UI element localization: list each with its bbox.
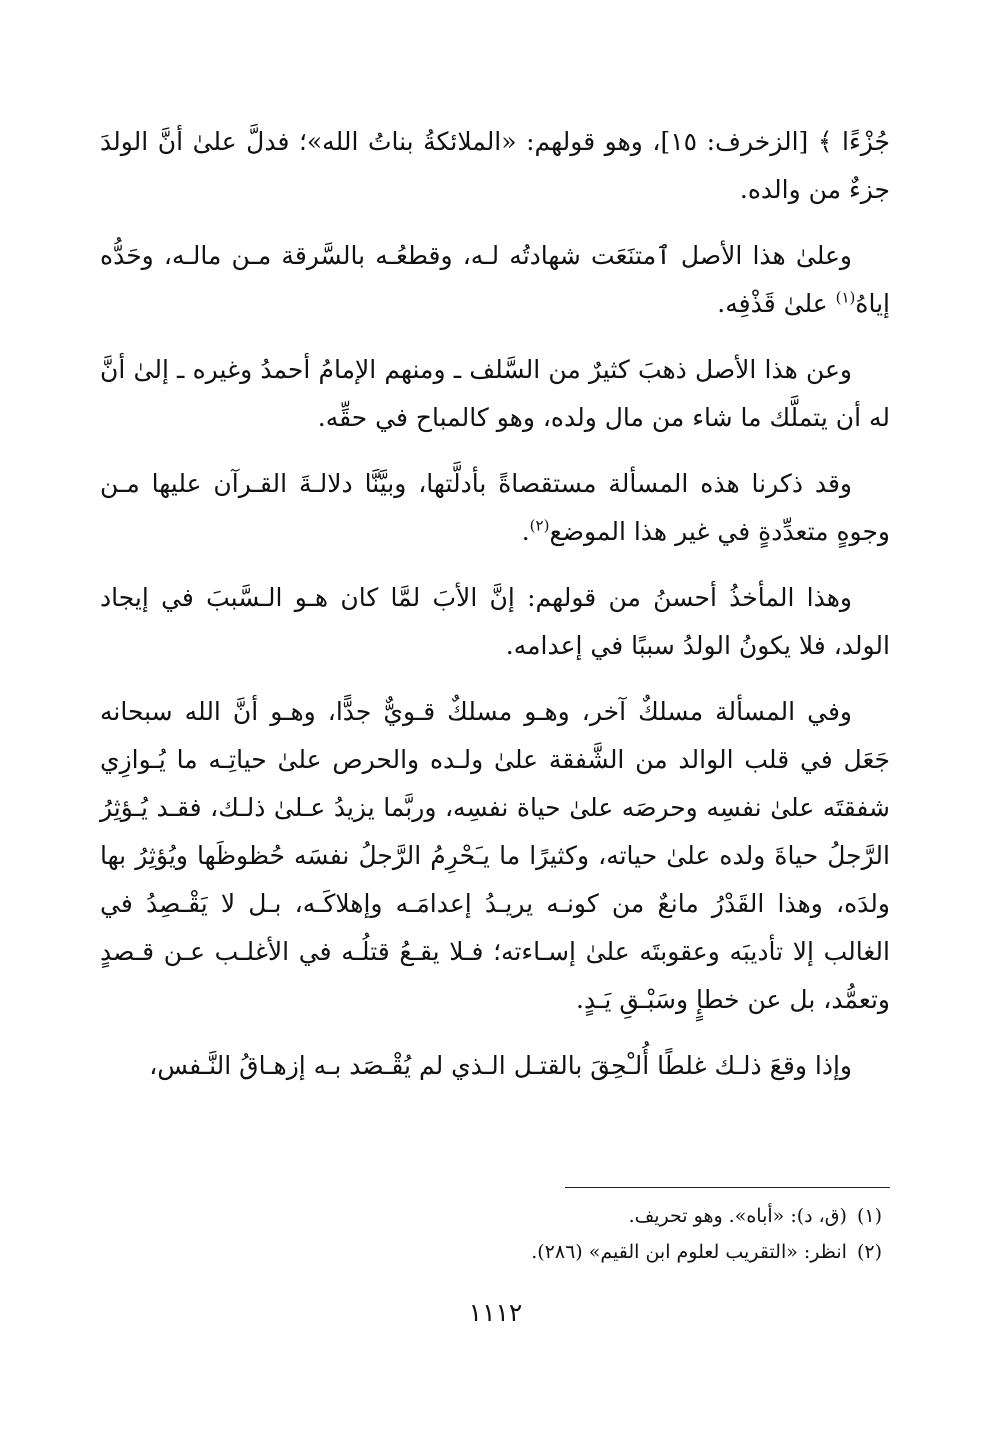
footnote-1-text: (ق، د): «أباه». وهو تحريف. bbox=[628, 1205, 847, 1227]
footnote-1-number: (١) bbox=[856, 1205, 882, 1227]
footnote-2 bbox=[100, 1234, 882, 1270]
paragraph-2-text: وعلىٰ هذا الأصل ٱمتنَعَت شهادتُه لـه، وقطعُـه بالسَّرقة مـن مالـه، وحَدُّه bbox=[100, 241, 852, 270]
paragraph-6 bbox=[100, 688, 890, 1024]
footnote-2-number: (٢) bbox=[856, 1241, 882, 1263]
footnote-1 bbox=[100, 1198, 882, 1234]
page-number: ١١١٢ bbox=[468, 1298, 523, 1327]
paragraph-3 bbox=[100, 346, 890, 442]
paragraph-4-text: وقد ذكرنا هذه المسألة مستقصاةً بأدلَّتها، وبيَّنَّا دلالـةَ القـرآن عليها مـن وجوهٍ متعدِّدةٍ في غير هذا الموضع bbox=[100, 469, 890, 546]
footnote-2-text: انظر: «التقريب لعلوم ابن القيم» (٢٨٦). bbox=[531, 1241, 847, 1263]
main-text bbox=[100, 118, 890, 1108]
paragraph-5 bbox=[100, 574, 890, 670]
paragraph-1-text: جُزْءًا ﴾ [الزخرف: ١٥]، وهو قولهم: «الملائكةُ بناتُ الله»؛ فدلَّ علىٰ أنَّ الولدَ جزءٌ من والده. bbox=[100, 127, 890, 204]
paragraph-4 bbox=[100, 460, 890, 556]
footnote-divider bbox=[565, 1187, 890, 1188]
footnotes bbox=[100, 1198, 882, 1270]
paragraph-2-tail: إياهُ bbox=[855, 289, 890, 318]
paragraph-6-text: وفي المسألة مسلكٌ آخر، وهـو مسلكٌ قـويٌّ جدًّا، وهـو أنَّ الله سبحانه جَعَل في قلب الوالد من الشَّفقة علىٰ ولـده والحرص علىٰ حياتِـه ما يُـوازِي شفقتَه علىٰ نفسِه وحرصَه علىٰ حياة نفسِه، وربَّما يزيدُ عـلىٰ ذلـك، فقـد يُـؤثِرُ الرَّجلُ حياةَ ولده علىٰ حياته، وكثيرًا ما يـَحْرِمُ الرَّجلُ نفسَه حُظوظَها ويُؤثِرُ بها ولدَه، وهذا القَدْرُ مانعٌ من كونـه يريـدُ إعدامَـه وإهلاكَـه، بـل لا يَقْـصِدُ في الغالب إلا تأديبَه وعقوبتَه علىٰ إسـاءته؛ فـلا يقـعُ قتلُـه في الأغلـب عـن قـصدٍ وتعمُّد، بل عن خطإٍ وسَبْـقِ يَـدٍ. bbox=[100, 697, 890, 1014]
paragraph-2 bbox=[100, 232, 890, 328]
paragraph-7-text: وإذا وقعَ ذلـك غلطًا أُلـْحِقَ بالقتـل الـذي لم يُقْـصَد بـه إزهـاقُ النَّـفس، bbox=[149, 1051, 852, 1080]
footnote-ref-1[interactable]: (١) bbox=[835, 288, 856, 307]
paragraph-5-text: وهذا المأخذُ أحسنُ من قولهم: إنَّ الأبَ لمَّا كان هـو الـسَّببَ في إيجاد الولد، فلا يكونُ الولدُ سببًا في إعدامه. bbox=[100, 583, 890, 660]
footnote-ref-2[interactable]: (٢) bbox=[529, 516, 550, 535]
paragraph-1 bbox=[100, 118, 890, 214]
paragraph-3-text: وعن هذا الأصل ذهبَ كثيرٌ من السَّلف ـ ومنهم الإمامُ أحمدُ وغيره ـ إلىٰ أنَّ له أن يتملَّك ما شاء من مال ولده، وهو كالمباح في حقِّه. bbox=[100, 355, 890, 432]
paragraph-4-end: . bbox=[521, 517, 530, 546]
paragraph-7 bbox=[100, 1042, 890, 1090]
paragraph-2-end: علىٰ قَذْفِه. bbox=[717, 289, 828, 318]
